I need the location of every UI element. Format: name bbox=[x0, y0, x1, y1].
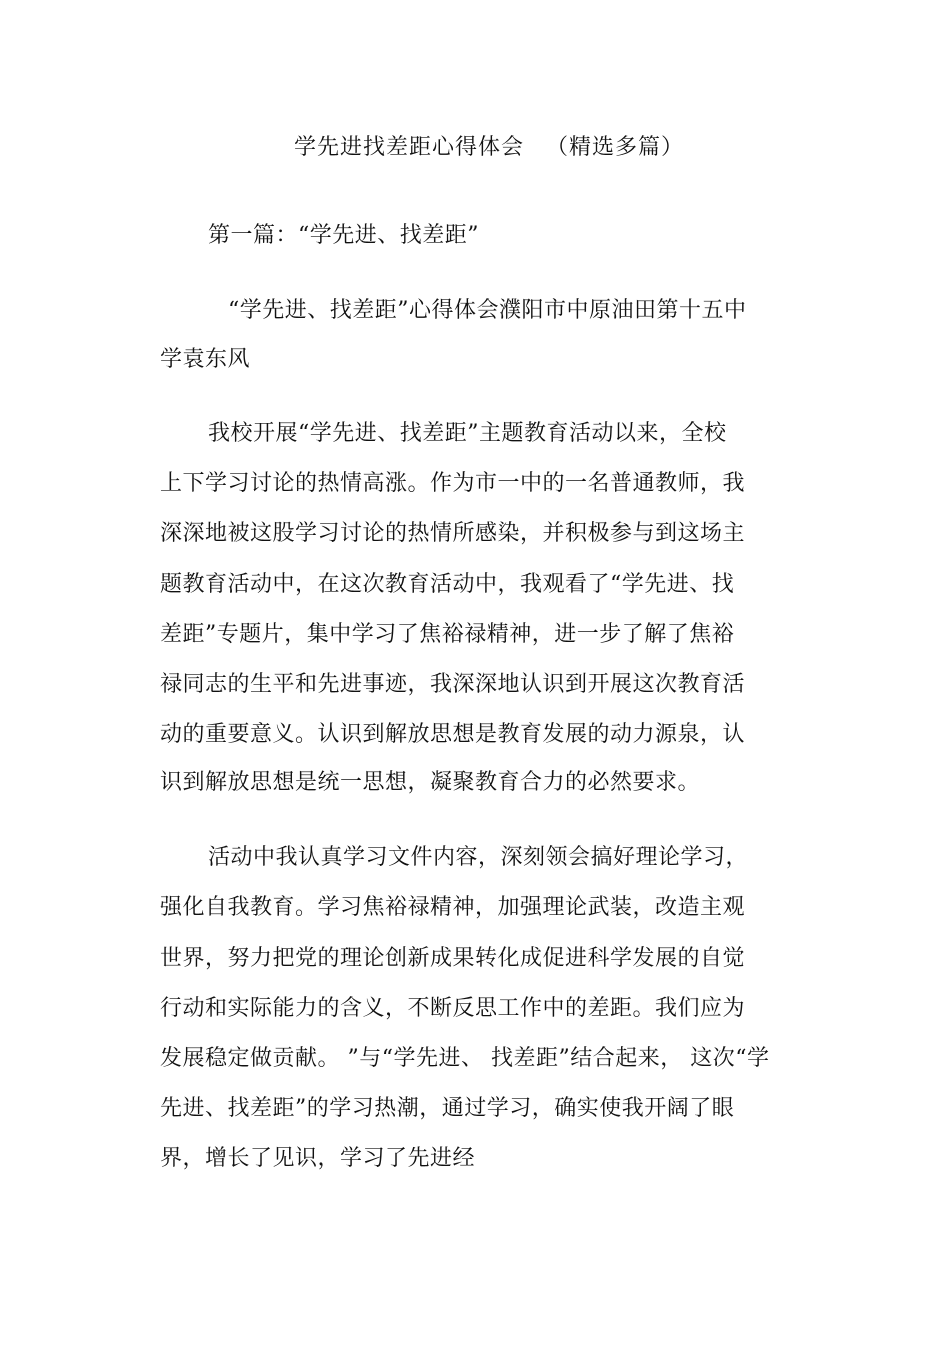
document-title bbox=[294, 133, 684, 163]
paragraph-line: 活动中我认真学习文件内容，深刻领会搞好理论学习， bbox=[208, 845, 749, 870]
paragraph-line: 行动和实际能力的含义，不断反思工作中的差距。我们应为 bbox=[160, 996, 746, 1021]
paragraph-line: 强化自我教育。学习焦裕禄精神，加强理论武装，改造主观 bbox=[160, 895, 746, 920]
paragraph-line: 界，增长了见识，学习了先进经 bbox=[160, 1146, 476, 1171]
paragraph-line: 动的重要意义。认识到解放思想是教育发展的动力源泉，认 bbox=[160, 722, 746, 747]
paragraph-line: 深深地被这股学习讨论的热情所感染，并积极参与到这场主 bbox=[160, 521, 746, 546]
paragraph-line: 禄同志的生平和先进事迹，我深深地认识到开展这次教育活 bbox=[160, 672, 746, 697]
paragraph-line: 识到解放思想是统一思想，凝聚教育合力的必然要求。 bbox=[160, 770, 701, 795]
title-main: 学先进找差距心得体会 bbox=[294, 135, 525, 160]
section-heading: 第一篇：“学先进、找差距” bbox=[208, 223, 479, 248]
paragraph-line: 差距”专题片，集中学习了焦裕禄精神，进一步了解了焦裕 bbox=[160, 622, 735, 647]
title-subtitle: （精选多篇） bbox=[546, 135, 685, 160]
paragraph-line: 世界，努力把党的理论创新成果转化成促进科学发展的自觉 bbox=[160, 946, 746, 971]
paragraph-line: 我校开展“学先进、找差距”主题教育活动以来，全校 bbox=[208, 421, 727, 446]
paragraph-line: 题教育活动中，在这次教育活动中，我观看了“学先进、找 bbox=[160, 572, 735, 597]
byline-line: “学先进、找差距”心得体会濮阳市中原油田第十五中 bbox=[228, 298, 747, 323]
paragraph-line: 上下学习讨论的热情高涨。作为市一中的一名普通教师，我 bbox=[160, 471, 746, 496]
byline-line: 学袁东风 bbox=[160, 347, 251, 372]
paragraph-line: 先进、找差距”的学习热潮，通过学习，确实使我开阔了眼 bbox=[160, 1096, 735, 1121]
paragraph-line: 发展稳定做贡献。 ”与“学先进、 找差距”结合起来， 这次“学 bbox=[160, 1046, 770, 1071]
